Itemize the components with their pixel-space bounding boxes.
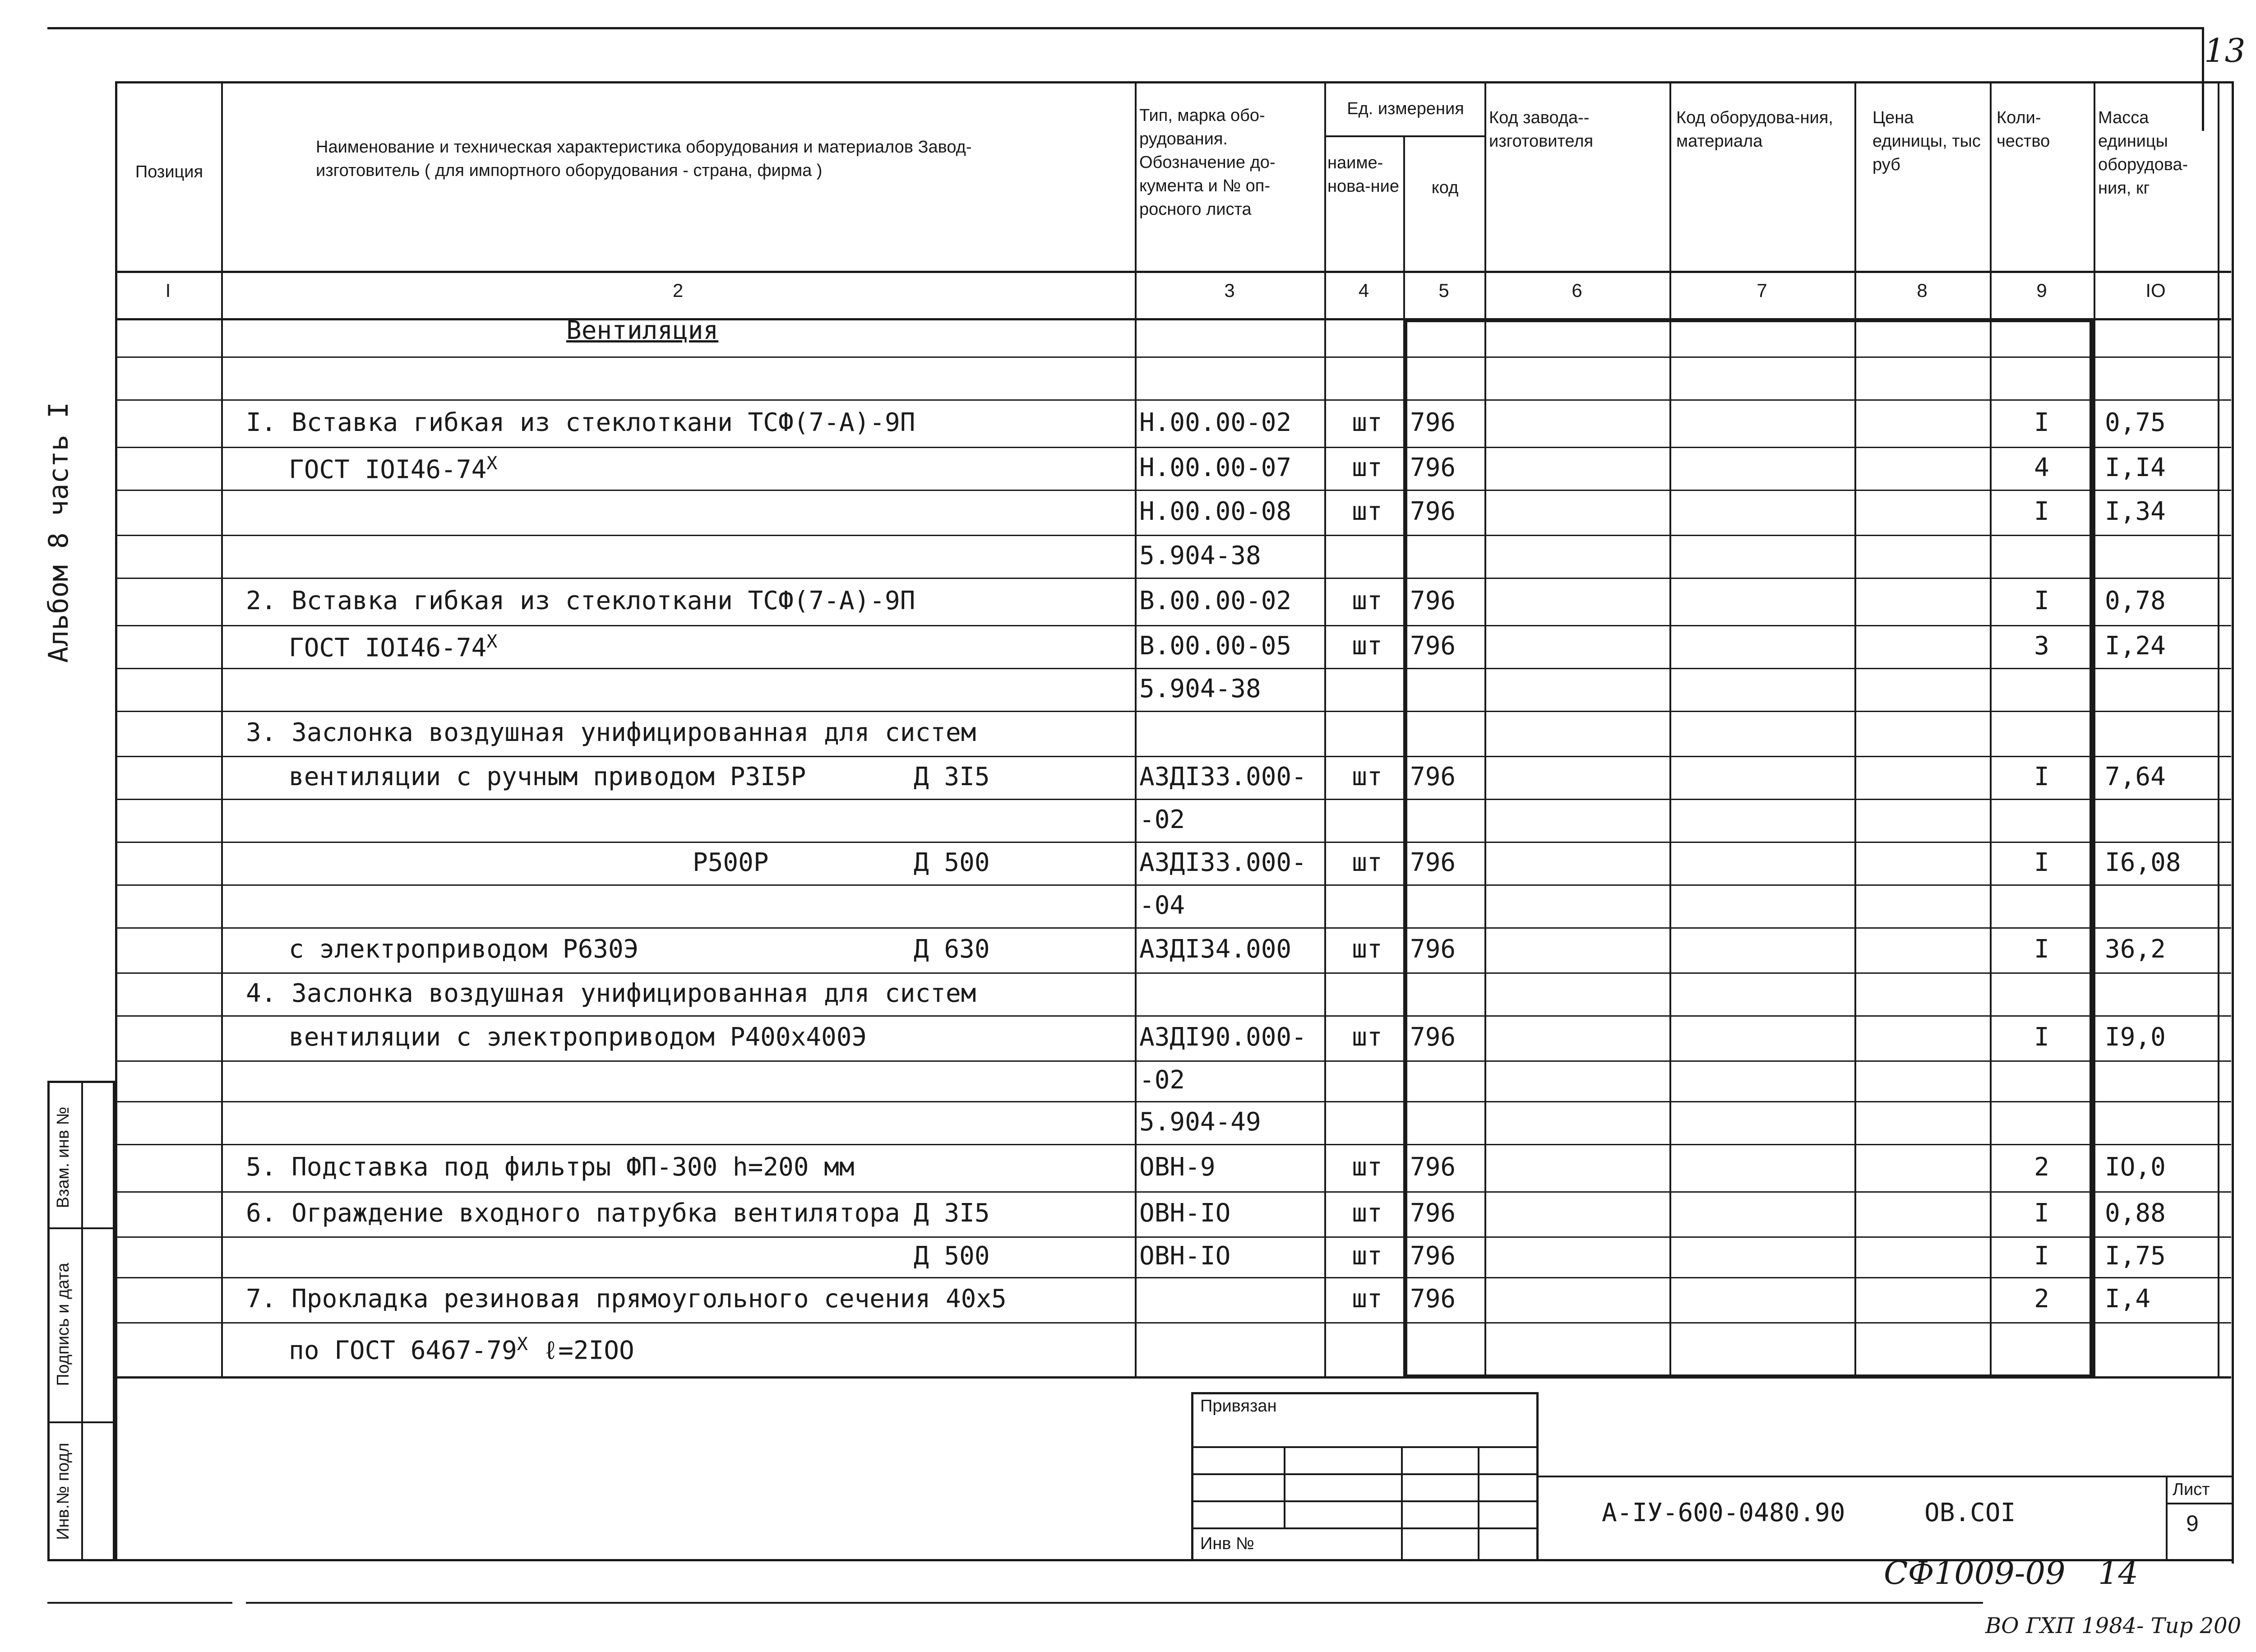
bound-label: Привязан [1200, 1397, 1277, 1416]
row-unit: шт [1352, 1284, 1382, 1314]
row-unit: шт [1352, 497, 1382, 526]
unit-split [1324, 135, 1486, 137]
row-unit: шт [1352, 935, 1382, 964]
row-unit: шт [1352, 1241, 1382, 1271]
vline-3 [1324, 81, 1326, 1379]
row-name [289, 453, 497, 485]
row-line [115, 447, 2231, 448]
row-code: 796 [1410, 935, 1456, 964]
row-qty: I [2034, 1023, 2049, 1052]
vline-2 [1135, 81, 1137, 1379]
section-title: Вентиляция [566, 316, 719, 345]
header-unit-name: наиме-нова-ние [1327, 153, 1400, 196]
row-mark: -04 [1139, 890, 1185, 920]
row-qty: 4 [2034, 453, 2049, 482]
row-line [115, 1101, 2231, 1102]
row-mark: ОВН-IO [1139, 1199, 1231, 1228]
header-name: Наименование и техническая характеристика оборудования и материалов Завод-изготовитель ( для импортного оборудования - страна, фирма ) [316, 138, 972, 180]
row-mass: 0,78 [2105, 586, 2166, 615]
frame-right-lower [2232, 81, 2234, 1564]
row-name: I. Вставка гибкая из стеклоткани ТСФ(7-А)-9П [246, 407, 915, 437]
row-mark: ОВН-9 [1139, 1152, 1216, 1182]
row-mass: IO,0 [2105, 1152, 2166, 1182]
header-bottom [115, 271, 2231, 273]
side-title: Альбом 8 часть I [43, 402, 74, 663]
row-name-length: ℓ=2IOO [527, 1336, 634, 1365]
row-line [115, 399, 2231, 401]
row-qty: I [2034, 586, 2049, 615]
row-dimension: Д 3I5 [914, 1199, 990, 1228]
vline-1 [221, 81, 223, 1379]
row-mark: В.00.00-02 [1139, 586, 1292, 615]
row-name-text: ГОСТ IOI46-74 [289, 633, 487, 663]
row-mass: I,75 [2105, 1241, 2166, 1271]
row-code: 796 [1410, 1152, 1456, 1182]
row-mass: 0,88 [2105, 1199, 2166, 1228]
row-line [115, 668, 2231, 669]
row-unit: шт [1352, 1199, 1382, 1228]
row-name: 6. Ограждение входного патрубка вентилятора [246, 1199, 900, 1228]
row-code: 796 [1410, 1284, 1456, 1314]
row-name: 3. Заслонка воздушная унифицированная для систем [246, 718, 976, 747]
row-name: 5. Подставка под фильтры ФП-300 h=200 мм [246, 1152, 855, 1182]
column-number: 3 [1224, 280, 1235, 301]
table-top [115, 81, 2231, 83]
bottom-rule-2 [47, 1602, 232, 1604]
header-equip-code: Код оборудова-ния, материала [1676, 108, 1833, 151]
row-line [115, 927, 2231, 929]
vline-9 [2094, 81, 2095, 1379]
row-unit: шт [1352, 1152, 1382, 1182]
row-name-text: по ГОСТ 6467-79 [289, 1336, 517, 1365]
row-unit: шт [1352, 847, 1382, 877]
row-code: 796 [1410, 631, 1456, 661]
row-mark: 5.904-38 [1139, 674, 1261, 703]
row-line [115, 1322, 2231, 1323]
sheet-label: Лист [2173, 1480, 2210, 1499]
column-number: 7 [1757, 280, 1767, 301]
row-unit: шт [1352, 1023, 1382, 1052]
row-mass: I6,08 [2105, 847, 2181, 877]
row-code: 796 [1410, 1199, 1456, 1228]
vline-10 [2218, 81, 2219, 1379]
row-line [115, 356, 2231, 358]
row-code: 796 [1410, 762, 1456, 791]
row-mass: 7,64 [2105, 762, 2166, 791]
row-name [289, 631, 497, 663]
column-number: 8 [1917, 280, 1928, 301]
row-line [115, 972, 2231, 974]
header-plant-code: Код завода--изготовителя [1489, 108, 1594, 151]
doc-code: А-IУ-600-0480.90 [1602, 1498, 1845, 1527]
side-label-replaced-inv: Взам. инв № [54, 1106, 73, 1208]
row-line [115, 625, 2231, 626]
row-mark: Н.00.00-07 [1139, 453, 1292, 482]
row-qty: 3 [2034, 631, 2049, 661]
row-code: 796 [1410, 497, 1456, 526]
header-qty: Коли-чество [1997, 108, 2050, 151]
row-code: 796 [1410, 1241, 1456, 1271]
header-position: Позиция [135, 162, 203, 181]
row-dimension: Д 630 [914, 935, 990, 964]
row-name: 7. Прокладка резиновая прямоугольного сечения 40х5 [246, 1284, 1007, 1314]
row-line [115, 535, 2231, 536]
row-name-superscript: X [486, 631, 498, 652]
row-dimension: Д 500 [914, 847, 990, 877]
row-line [115, 578, 2231, 579]
row-name [289, 1334, 634, 1367]
side-label-original-inv: Инв.№ подл [54, 1443, 73, 1540]
row-mass: I,I4 [2105, 453, 2166, 482]
column-number: 4 [1358, 280, 1369, 301]
row-unit: шт [1352, 453, 1382, 482]
row-mark: -02 [1139, 805, 1185, 834]
row-line [115, 1060, 2231, 1062]
row-qty: I [2034, 1241, 2049, 1271]
column-number: 2 [672, 280, 684, 301]
row-line [115, 799, 2231, 800]
row-qty: I [2034, 407, 2049, 437]
table-end [115, 1376, 2231, 1379]
row-unit: шт [1352, 407, 1382, 437]
row-mark: АЗДI34.000 [1139, 935, 1292, 964]
column-number: I [165, 280, 171, 301]
row-name: 4. Заслонка воздушная унифицированная для систем [246, 978, 976, 1008]
row-mark: В.00.00-05 [1139, 631, 1292, 661]
sheet-number: 9 [2186, 1511, 2199, 1536]
page-number-top: 13 [2204, 32, 2246, 69]
row-unit: шт [1352, 762, 1382, 791]
row-name: вентиляции с ручным приводом Р3I5Р [289, 762, 806, 791]
row-name-superscript: X [517, 1334, 528, 1355]
row-name-text: ГОСТ IOI46-74 [289, 455, 487, 485]
header-type: Тип, марка обо-рудования. Обозначение до-кумента и № оп-росного листа [1139, 106, 1276, 219]
row-qty: I [2034, 935, 2049, 964]
row-mark: АЗДI33.000- [1139, 847, 1307, 877]
row-line [115, 842, 2231, 843]
heavy-block [1403, 318, 2094, 1379]
row-line [115, 1236, 2231, 1238]
row-qty: 2 [2034, 1152, 2049, 1182]
column-number: 9 [2036, 280, 2047, 301]
row-code: 796 [1410, 586, 1456, 615]
row-line [115, 490, 2231, 491]
row-mass: I,24 [2105, 631, 2166, 661]
row-code: 796 [1410, 847, 1456, 877]
row-mark: АЗДI90.000- [1139, 1023, 1307, 1052]
side-label-signature-date: Подпись и дата [54, 1263, 73, 1386]
handwritten-code: СФ1009-09 [1884, 1555, 2066, 1592]
row-name: с электроприводом Р630Э [289, 935, 639, 964]
row-mark: Н.00.00-08 [1139, 497, 1292, 526]
row-mark: АЗДI33.000- [1139, 762, 1307, 791]
row-code: 796 [1410, 453, 1456, 482]
header-mass: Масса единицы оборудова-ния, кг [2098, 108, 2188, 198]
handwritten-print: ВО ГХП 1984- Тир 200 [1985, 1613, 2242, 1638]
header-price: Цена единицы, тыс руб [1872, 108, 1981, 174]
column-number: 6 [1572, 280, 1582, 301]
inv-label: Инв № [1200, 1534, 1254, 1553]
row-unit: шт [1352, 631, 1382, 661]
row-line [115, 1277, 2231, 1278]
row-mark: Н.00.00-02 [1139, 407, 1292, 437]
column-number: 5 [1438, 280, 1449, 301]
row-line [115, 1191, 2231, 1193]
row-line [115, 884, 2231, 886]
row-mass: I9,0 [2105, 1023, 2166, 1052]
row-qty: I [2034, 762, 2049, 791]
row-line [115, 1015, 2231, 1017]
row-name: 2. Вставка гибкая из стеклоткани ТСФ(7-А)-9П [246, 586, 915, 615]
handwritten-number: 14 [2098, 1555, 2139, 1592]
header-unit: Ед. измерения [1347, 99, 1464, 118]
table-left [115, 81, 117, 1561]
row-code: 796 [1410, 1023, 1456, 1052]
row-qty: I [2034, 1199, 2049, 1228]
row-mass: I,4 [2105, 1284, 2151, 1314]
row-mark: 5.904-38 [1139, 541, 1261, 570]
column-number: IO [2145, 280, 2166, 301]
row-name: Р500Р [693, 847, 769, 877]
row-name: вентиляции с электроприводом Р400х400Э [289, 1023, 867, 1052]
header-unit-code: код [1431, 178, 1459, 197]
row-line [115, 1144, 2231, 1145]
bottom-rule-3 [246, 1602, 1983, 1604]
row-unit: шт [1352, 586, 1382, 615]
row-mark: -02 [1139, 1065, 1185, 1095]
doc-suffix: ОВ.СОI [1924, 1498, 2016, 1527]
row-qty: 2 [2034, 1284, 2049, 1314]
row-name-superscript: X [486, 453, 498, 474]
row-dimension: Д 3I5 [914, 762, 990, 791]
row-code: 796 [1410, 407, 1456, 437]
row-mass: I,34 [2105, 497, 2166, 526]
row-mark: ОВН-IO [1139, 1241, 1231, 1271]
row-qty: I [2034, 847, 2049, 877]
row-line [115, 711, 2231, 712]
row-mass: 0,75 [2105, 407, 2166, 437]
row-dimension: Д 500 [914, 1241, 990, 1271]
row-mark: 5.904-49 [1139, 1107, 1261, 1137]
row-mass: 36,2 [2105, 935, 2166, 964]
row-qty: I [2034, 497, 2049, 526]
top-rule [47, 27, 2204, 29]
row-line [115, 756, 2231, 757]
